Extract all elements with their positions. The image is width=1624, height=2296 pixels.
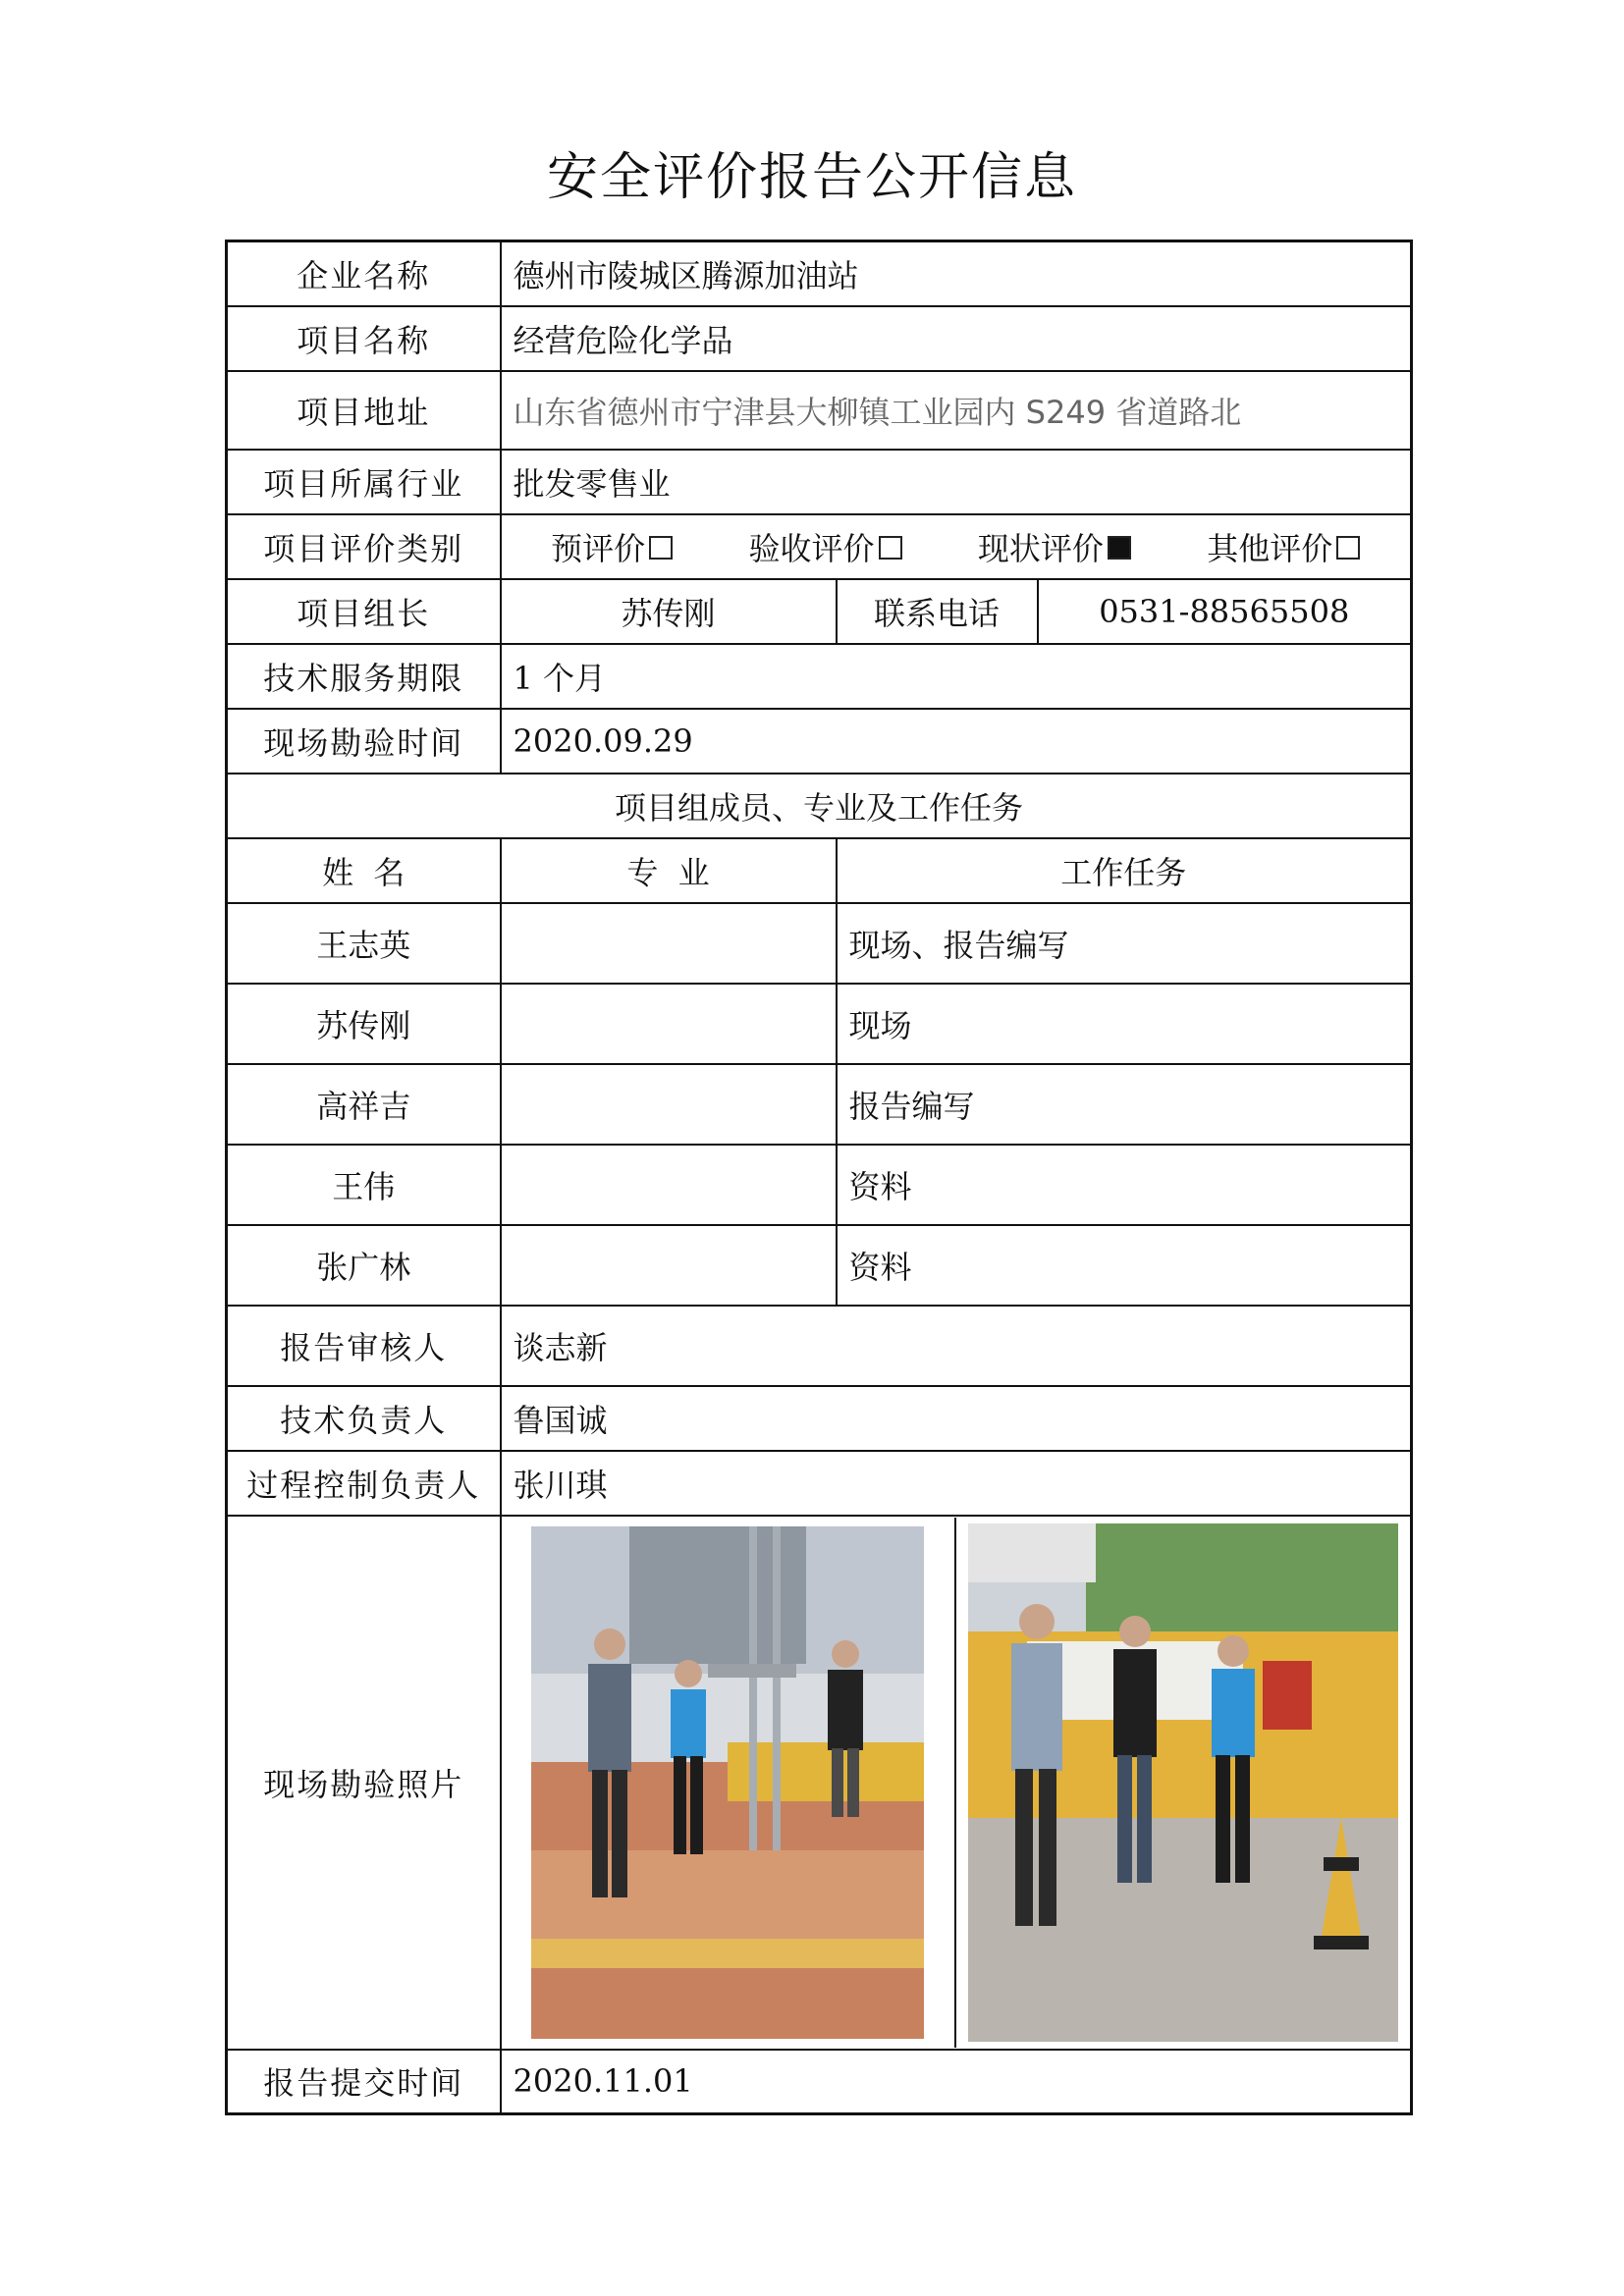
tech-lead-value: 鲁国诚 [501,1386,1412,1451]
row-company [227,241,1412,306]
photo-pane-right [956,1518,1410,2048]
row-project-address [227,371,1412,450]
checkbox-pre-evaluation[interactable] [649,536,673,560]
submit-time-value: 2020.11.01 [501,2050,1412,2114]
row-service-period [227,644,1412,709]
member-major [501,1145,837,1225]
team-leader-label: 项目组长 [227,579,501,644]
row-submit-time [227,2050,1412,2114]
evaluation-category-label: 项目评价类别 [227,514,501,579]
site-photo-2 [968,1523,1398,2042]
row-reviewer [227,1306,1412,1386]
member-task: 资料 [837,1145,1412,1225]
row-members-title [227,774,1412,838]
process-lead-label: 过程控制负责人 [227,1451,501,1516]
project-name-label: 项目名称 [227,306,501,371]
member-name: 高祥吉 [227,1064,501,1145]
member-major [501,984,837,1064]
row-tech-lead [227,1386,1412,1451]
option-label: 预评价 [551,529,646,567]
members-header-row [227,838,1412,903]
phone-label: 联系电话 [837,579,1038,644]
table-row [227,1064,1412,1145]
option-other-evaluation[interactable] [1207,524,1360,569]
table-row [227,984,1412,1064]
reviewer-value: 谈志新 [501,1306,1412,1386]
checkbox-status-evaluation[interactable] [1108,536,1131,560]
member-task: 现场、报告编写 [837,903,1412,984]
team-leader-value: 苏传刚 [501,579,837,644]
member-task: 资料 [837,1225,1412,1306]
industry-label: 项目所属行业 [227,450,501,514]
company-value: 德州市陵城区腾源加油站 [501,241,1412,306]
header-name: 姓 名 [227,838,501,903]
evaluation-category-options [501,514,1412,579]
row-industry [227,450,1412,514]
member-name: 王伟 [227,1145,501,1225]
row-photos [227,1516,1412,2050]
header-task: 工作任务 [837,838,1412,903]
table-row [227,1145,1412,1225]
member-name: 张广林 [227,1225,501,1306]
project-name-value: 经营危险化学品 [501,306,1412,371]
option-status-evaluation[interactable] [978,524,1131,569]
info-table [225,240,1413,2115]
process-lead-value: 张川琪 [501,1451,1412,1516]
option-label: 其他评价 [1207,529,1333,567]
checkbox-other-evaluation[interactable] [1336,536,1360,560]
photos-label: 现场勘验照片 [227,1516,501,2050]
row-project-name [227,306,1412,371]
members-section-title: 项目组成员、专业及工作任务 [227,774,1412,838]
survey-time-label: 现场勘验时间 [227,709,501,774]
service-period-label: 技术服务期限 [227,644,501,709]
option-label: 现状评价 [977,529,1104,567]
site-photo-1 [531,1526,924,2039]
industry-value: 批发零售业 [501,450,1412,514]
photo-pane-left [502,1518,957,2048]
phone-value: 0531-88565508 [1038,579,1412,644]
member-task: 报告编写 [837,1064,1412,1145]
row-survey-time [227,709,1412,774]
row-process-lead [227,1451,1412,1516]
row-evaluation-category [227,514,1412,579]
service-period-value: 1 个月 [501,644,1412,709]
option-label: 验收评价 [748,529,875,567]
checkbox-acceptance-evaluation[interactable] [879,536,902,560]
member-major [501,1064,837,1145]
member-major [501,903,837,984]
member-name: 王志英 [227,903,501,984]
photos-cell [501,1516,1412,2050]
project-address-value: 山东省德州市宁津县大柳镇工业园内 S249 省道路北 [501,371,1412,450]
tech-lead-label: 技术负责人 [227,1386,501,1451]
header-major: 专 业 [501,838,837,903]
member-name: 苏传刚 [227,984,501,1064]
member-major [501,1225,837,1306]
table-row [227,903,1412,984]
survey-time-value: 2020.09.29 [501,709,1412,774]
submit-time-label: 报告提交时间 [227,2050,501,2114]
option-acceptance-evaluation[interactable] [749,524,902,569]
member-task: 现场 [837,984,1412,1064]
company-label: 企业名称 [227,241,501,306]
option-pre-evaluation[interactable] [551,524,673,569]
page-title: 安全评价报告公开信息 [546,148,1077,207]
reviewer-label: 报告审核人 [227,1306,501,1386]
project-address-label: 项目地址 [227,371,501,450]
table-row [227,1225,1412,1306]
row-team-leader [227,579,1412,644]
